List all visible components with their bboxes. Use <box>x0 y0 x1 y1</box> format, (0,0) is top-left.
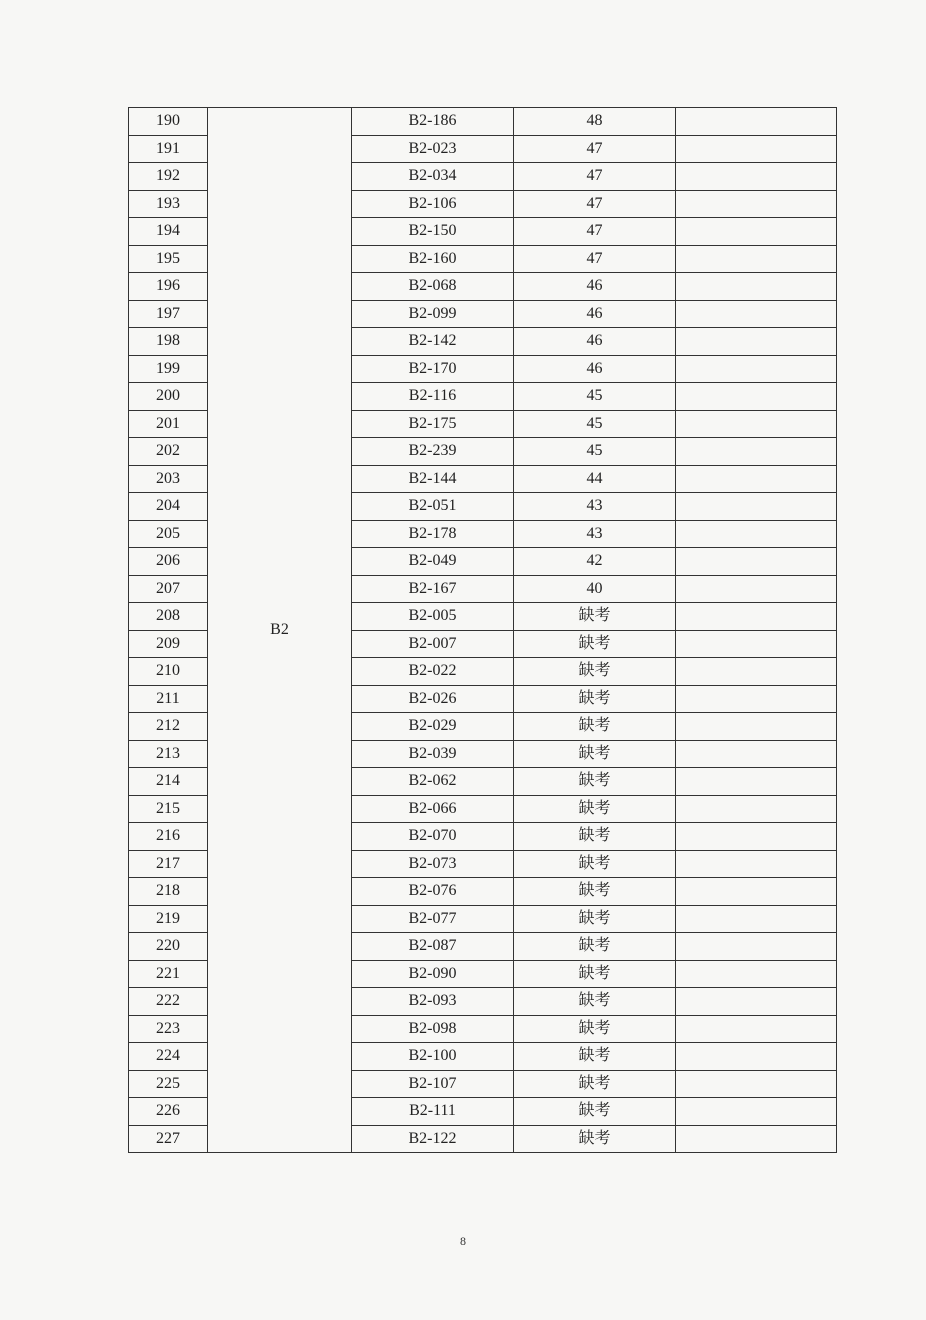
note-cell <box>676 575 837 603</box>
score-cell: 46 <box>514 355 676 383</box>
row-number-cell: 193 <box>129 190 208 218</box>
note-cell <box>676 850 837 878</box>
row-number-cell: 215 <box>129 795 208 823</box>
score-cell: 缺考 <box>514 1125 676 1153</box>
score-cell: 缺考 <box>514 878 676 906</box>
score-cell: 缺考 <box>514 768 676 796</box>
score-cell: 48 <box>514 108 676 136</box>
note-cell <box>676 905 837 933</box>
note-cell <box>676 740 837 768</box>
candidate-id-cell: B2-098 <box>352 1015 514 1043</box>
candidate-id-cell: B2-160 <box>352 245 514 273</box>
note-cell <box>676 1125 837 1153</box>
candidate-id-cell: B2-034 <box>352 163 514 191</box>
candidate-id-cell: B2-099 <box>352 300 514 328</box>
table-row <box>129 108 837 136</box>
candidate-id-cell: B2-049 <box>352 548 514 576</box>
note-cell <box>676 1098 837 1126</box>
score-cell: 45 <box>514 438 676 466</box>
row-number-cell: 191 <box>129 135 208 163</box>
row-number-cell: 194 <box>129 218 208 246</box>
candidate-id-cell: B2-144 <box>352 465 514 493</box>
note-cell <box>676 465 837 493</box>
note-cell <box>676 355 837 383</box>
candidate-id-cell: B2-116 <box>352 383 514 411</box>
score-cell: 缺考 <box>514 1098 676 1126</box>
row-number-cell: 192 <box>129 163 208 191</box>
row-number-cell: 216 <box>129 823 208 851</box>
candidate-id-cell: B2-087 <box>352 933 514 961</box>
score-cell: 46 <box>514 273 676 301</box>
candidate-id-cell: B2-077 <box>352 905 514 933</box>
score-cell: 47 <box>514 163 676 191</box>
row-number-cell: 207 <box>129 575 208 603</box>
group-cell: B2 <box>208 108 352 1153</box>
row-number-cell: 210 <box>129 658 208 686</box>
row-number-cell: 205 <box>129 520 208 548</box>
score-cell: 44 <box>514 465 676 493</box>
score-cell: 46 <box>514 300 676 328</box>
candidate-id-cell: B2-239 <box>352 438 514 466</box>
page-number: 8 <box>460 1234 466 1248</box>
candidate-id-cell: B2-066 <box>352 795 514 823</box>
note-cell <box>676 630 837 658</box>
score-cell: 40 <box>514 575 676 603</box>
score-cell: 缺考 <box>514 850 676 878</box>
row-number-cell: 225 <box>129 1070 208 1098</box>
score-cell: 43 <box>514 520 676 548</box>
score-cell: 45 <box>514 383 676 411</box>
candidate-id-cell: B2-093 <box>352 988 514 1016</box>
candidate-id-cell: B2-167 <box>352 575 514 603</box>
row-number-cell: 220 <box>129 933 208 961</box>
candidate-id-cell: B2-076 <box>352 878 514 906</box>
score-cell: 缺考 <box>514 905 676 933</box>
row-number-cell: 222 <box>129 988 208 1016</box>
note-cell <box>676 603 837 631</box>
score-cell: 47 <box>514 245 676 273</box>
note-cell <box>676 1043 837 1071</box>
candidate-id-cell: B2-029 <box>352 713 514 741</box>
note-cell <box>676 493 837 521</box>
score-cell: 缺考 <box>514 603 676 631</box>
candidate-id-cell: B2-186 <box>352 108 514 136</box>
candidate-id-cell: B2-175 <box>352 410 514 438</box>
row-number-cell: 208 <box>129 603 208 631</box>
candidate-id-cell: B2-039 <box>352 740 514 768</box>
note-cell <box>676 108 837 136</box>
row-number-cell: 223 <box>129 1015 208 1043</box>
note-cell <box>676 795 837 823</box>
candidate-id-cell: B2-178 <box>352 520 514 548</box>
candidate-id-cell: B2-051 <box>352 493 514 521</box>
row-number-cell: 195 <box>129 245 208 273</box>
score-cell: 46 <box>514 328 676 356</box>
note-cell <box>676 410 837 438</box>
note-cell <box>676 1015 837 1043</box>
row-number-cell: 196 <box>129 273 208 301</box>
row-number-cell: 209 <box>129 630 208 658</box>
candidate-id-cell: B2-122 <box>352 1125 514 1153</box>
row-number-cell: 211 <box>129 685 208 713</box>
note-cell <box>676 988 837 1016</box>
row-number-cell: 199 <box>129 355 208 383</box>
note-cell <box>676 933 837 961</box>
note-cell <box>676 768 837 796</box>
candidate-id-cell: B2-022 <box>352 658 514 686</box>
row-number-cell: 206 <box>129 548 208 576</box>
note-cell <box>676 713 837 741</box>
note-cell <box>676 190 837 218</box>
row-number-cell: 219 <box>129 905 208 933</box>
candidate-id-cell: B2-170 <box>352 355 514 383</box>
candidate-id-cell: B2-090 <box>352 960 514 988</box>
note-cell <box>676 328 837 356</box>
row-number-cell: 214 <box>129 768 208 796</box>
score-cell: 缺考 <box>514 988 676 1016</box>
row-number-cell: 200 <box>129 383 208 411</box>
row-number-cell: 197 <box>129 300 208 328</box>
note-cell <box>676 438 837 466</box>
row-number-cell: 190 <box>129 108 208 136</box>
row-number-cell: 224 <box>129 1043 208 1071</box>
note-cell <box>676 685 837 713</box>
score-cell: 缺考 <box>514 658 676 686</box>
row-number-cell: 226 <box>129 1098 208 1126</box>
score-table <box>128 107 837 1153</box>
score-cell: 47 <box>514 190 676 218</box>
score-cell: 缺考 <box>514 933 676 961</box>
candidate-id-cell: B2-073 <box>352 850 514 878</box>
score-cell: 42 <box>514 548 676 576</box>
note-cell <box>676 1070 837 1098</box>
note-cell <box>676 245 837 273</box>
score-cell: 47 <box>514 218 676 246</box>
candidate-id-cell: B2-068 <box>352 273 514 301</box>
row-number-cell: 218 <box>129 878 208 906</box>
row-number-cell: 198 <box>129 328 208 356</box>
score-cell: 缺考 <box>514 1070 676 1098</box>
score-cell: 47 <box>514 135 676 163</box>
row-number-cell: 221 <box>129 960 208 988</box>
candidate-id-cell: B2-070 <box>352 823 514 851</box>
candidate-id-cell: B2-106 <box>352 190 514 218</box>
row-number-cell: 201 <box>129 410 208 438</box>
note-cell <box>676 218 837 246</box>
score-cell: 45 <box>514 410 676 438</box>
candidate-id-cell: B2-007 <box>352 630 514 658</box>
note-cell <box>676 273 837 301</box>
note-cell <box>676 383 837 411</box>
score-cell: 缺考 <box>514 960 676 988</box>
note-cell <box>676 960 837 988</box>
row-number-cell: 204 <box>129 493 208 521</box>
candidate-id-cell: B2-142 <box>352 328 514 356</box>
candidate-id-cell: B2-111 <box>352 1098 514 1126</box>
note-cell <box>676 520 837 548</box>
row-number-cell: 203 <box>129 465 208 493</box>
row-number-cell: 227 <box>129 1125 208 1153</box>
candidate-id-cell: B2-023 <box>352 135 514 163</box>
note-cell <box>676 823 837 851</box>
score-cell: 缺考 <box>514 630 676 658</box>
note-cell <box>676 878 837 906</box>
score-cell: 缺考 <box>514 740 676 768</box>
candidate-id-cell: B2-150 <box>352 218 514 246</box>
score-cell: 缺考 <box>514 1015 676 1043</box>
row-number-cell: 217 <box>129 850 208 878</box>
candidate-id-cell: B2-107 <box>352 1070 514 1098</box>
row-number-cell: 202 <box>129 438 208 466</box>
score-cell: 缺考 <box>514 795 676 823</box>
note-cell <box>676 300 837 328</box>
score-cell: 缺考 <box>514 823 676 851</box>
score-cell: 缺考 <box>514 1043 676 1071</box>
note-cell <box>676 135 837 163</box>
note-cell <box>676 163 837 191</box>
candidate-id-cell: B2-026 <box>352 685 514 713</box>
note-cell <box>676 548 837 576</box>
candidate-id-cell: B2-062 <box>352 768 514 796</box>
row-number-cell: 213 <box>129 740 208 768</box>
score-cell: 缺考 <box>514 713 676 741</box>
score-table-body <box>129 108 837 1153</box>
candidate-id-cell: B2-005 <box>352 603 514 631</box>
note-cell <box>676 658 837 686</box>
score-cell: 缺考 <box>514 685 676 713</box>
score-cell: 43 <box>514 493 676 521</box>
row-number-cell: 212 <box>129 713 208 741</box>
candidate-id-cell: B2-100 <box>352 1043 514 1071</box>
